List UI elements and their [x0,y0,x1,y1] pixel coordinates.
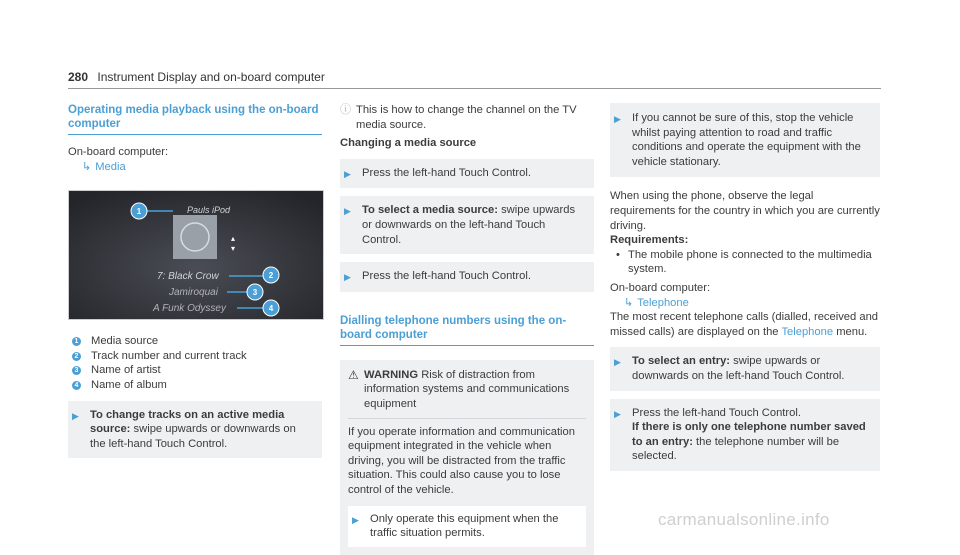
page-header [68,70,325,84]
track-text: 7: Black Crow [157,271,219,283]
step-content [90,408,314,452]
legend-list [68,334,322,392]
requirement-item [616,248,880,277]
step-text: swipe upwards or downwards on the left-hand Touch Control. [362,204,576,246]
onboard-label: On-board computer: [68,146,169,158]
step-arrow-icon: ▶ [344,168,351,179]
step-press-control [610,399,880,471]
step-text: Only operate this equipment when the traffic situation permits. [370,512,559,540]
step-text: swipe upwards or downwards on the left-hand Touch Control. [90,423,296,450]
step-change-tracks [68,401,322,459]
legend-item [68,363,322,378]
section-title-dialling: Dialling telephone numbers using the on-board computer [340,314,594,346]
menu-arrow-icon: ↳ [82,160,92,173]
step-stop-vehicle [610,103,880,177]
legend-text: Track number and current track [91,349,247,362]
para-text: menu. [836,325,868,338]
step-text: If you cannot be sure of this, stop the vehicle whilst paying attention to road and traffic conditions and operate the equipment with the vehicle stationary. [632,112,861,168]
onboard-label: On-board computer: [610,281,711,294]
requirement-text: The mobile phone is connected to the multimedia system. [628,248,872,276]
legend-text: Media source [91,335,159,348]
legend-text: Name of album [91,378,167,391]
step-text: the telephone number will be selected. [632,435,840,463]
warning-heading: Risk of distraction from information systems and communications equipment [364,368,570,410]
callout-1-label: 1 [136,207,142,217]
menu-path-telephone[interactable] [624,296,880,311]
column-3 [610,103,880,479]
legend-number: 4 [72,381,81,390]
album-art [173,215,217,259]
media-source-text: Pauls iPod [187,205,231,216]
media-screen-svg [69,191,323,319]
step-select-entry [610,347,880,390]
step-content [632,406,872,464]
warning-label: WARNING [364,368,419,381]
step-text: swipe upwards or downwards on the left-hand Touch Control. [632,355,845,382]
telephone-menu-link[interactable]: Telephone [781,325,834,338]
step-arrow-icon: ▶ [352,514,359,525]
header-title: Instrument Display and on-board computer [97,70,325,84]
step-arrow-icon: ▶ [344,206,351,217]
step-arrow-icon: ▶ [72,410,79,421]
note-tv [340,103,594,132]
legend-item [68,334,322,349]
step-arrow-icon: ▶ [614,408,621,419]
step-text: Press the left-hand Touch Control. [362,270,531,283]
menu-item-media: Media [95,160,126,173]
scroll-arrows-icon: ▴ [231,234,236,244]
album-text: A Funk Odyssey [153,303,226,315]
scroll-arrows-icon-down: ▾ [231,244,236,254]
step-arrow-icon: ▶ [614,114,621,124]
legend-number: 2 [72,352,81,361]
page-number: 280 [68,70,89,84]
para-text: The most recent telephone calls (dialled, received and missed calls) are displayed on the [610,311,879,338]
column-1 [68,103,322,466]
header-rule [68,88,881,89]
warning-icon: ⚠ [348,367,359,382]
step-content [362,203,586,247]
legend-number: 1 [72,337,81,346]
step-select-source [340,196,594,254]
legend-item [68,378,322,393]
menu-item-telephone: Telephone [637,296,689,309]
step-bold: To select an entry: [632,355,731,368]
step-text: Press the left-hand Touch Control. [632,406,801,419]
legend-item [68,349,322,364]
callout-4-label: 4 [268,304,274,314]
column-2 [340,103,594,555]
step-bold: If there is only one telephone number saved to an entry: [632,421,866,448]
step-press-2 [340,262,594,292]
step-content [632,354,872,383]
step-bold: To change tracks on an active media source: [90,408,285,436]
step-arrow-icon: ▶ [614,357,621,368]
menu-arrow-icon: ↳ [624,296,634,309]
requirements-label: Requirements: [610,234,689,247]
section-title-media: Operating media playback using the on-board computer [68,103,322,135]
warning-head [348,368,586,412]
warning-step [348,506,586,547]
step-bold: To select a media source: [362,204,498,217]
media-screen-image [68,190,324,320]
legend-text: Name of artist [91,364,161,377]
step-press-1 [340,159,594,189]
menu-path-media[interactable] [82,160,322,175]
artist-text: Jamiroquai [169,287,218,299]
warning-body: If you operate information and communication equipment integrated in the vehicle when driving, you will be distracted from the traffic situation. This could also cause you to lose control of the vehicle. [348,418,586,498]
subhead-changing-source: Changing a media source [340,137,477,150]
step-arrow-icon: ▶ [344,272,351,283]
callout-3-label: 3 [252,288,258,298]
recent-calls-paragraph [610,310,880,339]
bullet-icon: • [616,248,620,261]
warning-box [340,360,594,555]
callout-2-label: 2 [268,271,274,281]
watermark: carmanualsonline.info [658,510,830,529]
legend-number: 3 [72,366,81,375]
step-text: Press the left-hand Touch Control. [362,166,531,179]
warning-head-text [364,368,586,412]
legal-paragraph: When using the phone, observe the legal requirements for the country in which you are currently driving. [610,190,880,232]
note-icon: ⓘ [340,104,352,116]
note-text: This is how to change the channel on the TV media source. [356,104,577,131]
